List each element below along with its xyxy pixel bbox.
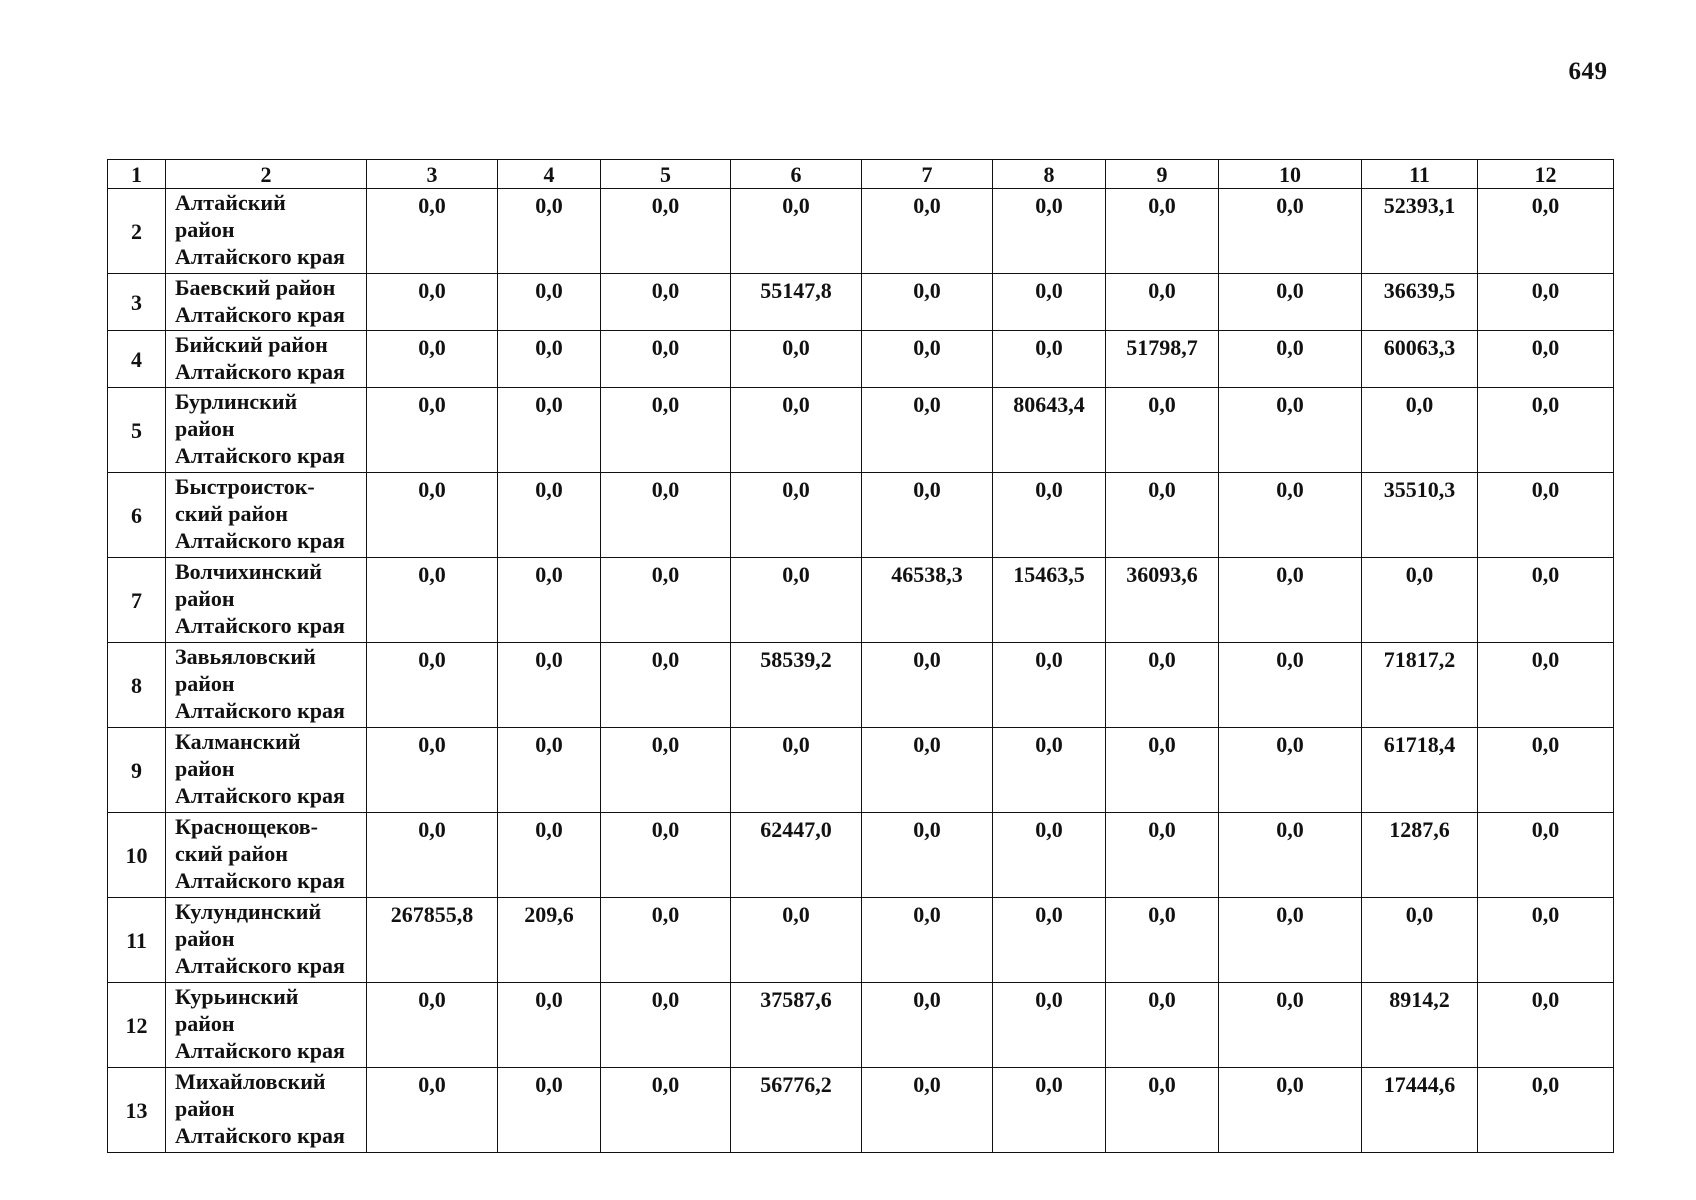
value-cell: 0,0 <box>862 1068 993 1153</box>
value-cell: 0,0 <box>367 728 498 813</box>
value-cell: 0,0 <box>601 558 731 643</box>
district-name-line: Алтайский <box>175 190 286 215</box>
value-cell: 0,0 <box>862 189 993 274</box>
district-name-line: Алтайского края <box>175 783 345 808</box>
value-cell: 0,0 <box>498 728 601 813</box>
district-name-line: Краснощеков- <box>175 814 319 839</box>
value-cell: 37587,6 <box>731 983 862 1068</box>
value-cell: 0,0 <box>862 274 993 331</box>
value-cell: 0,0 <box>1219 388 1362 473</box>
value-cell: 0,0 <box>993 898 1106 983</box>
district-name <box>166 643 367 728</box>
value-cell: 0,0 <box>601 813 731 898</box>
table-body <box>108 189 1614 1153</box>
value-cell: 52393,1 <box>1362 189 1478 274</box>
table-row <box>108 643 1614 728</box>
value-cell: 0,0 <box>1478 388 1614 473</box>
table-row <box>108 898 1614 983</box>
district-name <box>166 473 367 558</box>
value-cell: 0,0 <box>367 274 498 331</box>
district-name <box>166 728 367 813</box>
column-header: 9 <box>1106 160 1219 189</box>
value-cell: 0,0 <box>862 983 993 1068</box>
value-cell: 0,0 <box>498 388 601 473</box>
district-name-line: Волчихинский <box>175 559 322 584</box>
column-header: 6 <box>731 160 862 189</box>
value-cell: 0,0 <box>993 983 1106 1068</box>
value-cell: 0,0 <box>1219 274 1362 331</box>
value-cell: 0,0 <box>993 331 1106 388</box>
value-cell: 0,0 <box>1219 1068 1362 1153</box>
value-cell: 0,0 <box>1106 983 1219 1068</box>
value-cell: 0,0 <box>1478 983 1614 1068</box>
value-cell: 0,0 <box>862 643 993 728</box>
district-name-line: Калманский <box>175 729 301 754</box>
value-cell: 0,0 <box>1106 473 1219 558</box>
district-name-line: Бурлинский <box>175 389 298 414</box>
district-name-line: Алтайского края <box>175 698 345 723</box>
row-number: 6 <box>108 473 166 558</box>
district-name-line: район <box>175 756 235 781</box>
value-cell: 0,0 <box>993 1068 1106 1153</box>
value-cell: 55147,8 <box>731 274 862 331</box>
district-name-line: Алтайского края <box>175 613 345 638</box>
value-cell: 0,0 <box>1219 898 1362 983</box>
value-cell: 0,0 <box>1106 898 1219 983</box>
value-cell: 0,0 <box>1478 1068 1614 1153</box>
value-cell: 0,0 <box>498 1068 601 1153</box>
district-name-line: Михайловский <box>175 1069 326 1094</box>
value-cell: 46538,3 <box>862 558 993 643</box>
district-name-line: Алтайского края <box>175 868 345 893</box>
value-cell: 0,0 <box>1478 728 1614 813</box>
value-cell: 0,0 <box>993 643 1106 728</box>
district-name-line: Алтайского края <box>175 359 345 384</box>
district-name-line: Кулундинский <box>175 899 322 924</box>
value-cell: 0,0 <box>367 473 498 558</box>
value-cell: 0,0 <box>993 728 1106 813</box>
value-cell: 0,0 <box>498 813 601 898</box>
value-cell: 0,0 <box>1478 813 1614 898</box>
value-cell: 0,0 <box>1362 388 1478 473</box>
value-cell: 0,0 <box>862 388 993 473</box>
district-name <box>166 1068 367 1153</box>
value-cell: 61718,4 <box>1362 728 1478 813</box>
value-cell: 0,0 <box>498 558 601 643</box>
value-cell: 35510,3 <box>1362 473 1478 558</box>
district-name-line: Завьяловский <box>175 644 316 669</box>
district-name <box>166 331 367 388</box>
value-cell: 36093,6 <box>1106 558 1219 643</box>
row-number: 11 <box>108 898 166 983</box>
value-cell: 0,0 <box>862 728 993 813</box>
value-cell: 80643,4 <box>993 388 1106 473</box>
value-cell: 0,0 <box>731 473 862 558</box>
table-row <box>108 388 1614 473</box>
district-name-line: район <box>175 416 235 441</box>
value-cell: 60063,3 <box>1362 331 1478 388</box>
table-row <box>108 983 1614 1068</box>
value-cell: 0,0 <box>601 643 731 728</box>
value-cell: 0,0 <box>601 728 731 813</box>
table-row <box>108 473 1614 558</box>
value-cell: 0,0 <box>1106 388 1219 473</box>
value-cell: 17444,6 <box>1362 1068 1478 1153</box>
value-cell: 0,0 <box>862 898 993 983</box>
value-cell: 0,0 <box>731 331 862 388</box>
district-name-line: Баевский район <box>175 275 336 300</box>
row-number: 9 <box>108 728 166 813</box>
value-cell: 0,0 <box>601 898 731 983</box>
district-name-line: Алтайского края <box>175 443 345 468</box>
value-cell: 0,0 <box>601 983 731 1068</box>
district-name-line: Алтайского края <box>175 953 345 978</box>
table-row <box>108 728 1614 813</box>
value-cell: 0,0 <box>498 473 601 558</box>
district-name-line: Алтайского края <box>175 1123 345 1148</box>
column-header: 11 <box>1362 160 1478 189</box>
page-number: 649 <box>1568 58 1608 85</box>
value-cell: 0,0 <box>731 728 862 813</box>
value-cell: 0,0 <box>1362 558 1478 643</box>
row-number: 4 <box>108 331 166 388</box>
district-name-line: район <box>175 1011 235 1036</box>
value-cell: 0,0 <box>601 473 731 558</box>
value-cell: 0,0 <box>1478 898 1614 983</box>
row-number: 3 <box>108 274 166 331</box>
value-cell: 0,0 <box>862 473 993 558</box>
value-cell: 0,0 <box>1106 813 1219 898</box>
district-name <box>166 558 367 643</box>
district-name-line: район <box>175 671 235 696</box>
row-number: 10 <box>108 813 166 898</box>
value-cell: 62447,0 <box>731 813 862 898</box>
value-cell: 0,0 <box>1219 643 1362 728</box>
value-cell: 0,0 <box>993 473 1106 558</box>
value-cell: 0,0 <box>993 274 1106 331</box>
table-row <box>108 189 1614 274</box>
column-header: 7 <box>862 160 993 189</box>
column-header: 5 <box>601 160 731 189</box>
value-cell: 0,0 <box>498 189 601 274</box>
value-cell: 0,0 <box>862 813 993 898</box>
value-cell: 0,0 <box>1219 473 1362 558</box>
value-cell: 0,0 <box>601 388 731 473</box>
value-cell: 0,0 <box>1478 643 1614 728</box>
value-cell: 0,0 <box>1106 189 1219 274</box>
value-cell: 0,0 <box>1106 728 1219 813</box>
district-name <box>166 274 367 331</box>
row-number: 8 <box>108 643 166 728</box>
column-header: 1 <box>108 160 166 189</box>
value-cell: 36639,5 <box>1362 274 1478 331</box>
value-cell: 0,0 <box>367 558 498 643</box>
district-name-line: район <box>175 926 235 951</box>
value-cell: 0,0 <box>367 983 498 1068</box>
value-cell: 0,0 <box>1219 728 1362 813</box>
value-cell: 15463,5 <box>993 558 1106 643</box>
value-cell: 0,0 <box>367 189 498 274</box>
row-number: 7 <box>108 558 166 643</box>
row-number: 12 <box>108 983 166 1068</box>
district-name-line: Бийский район <box>175 332 328 357</box>
table-row <box>108 813 1614 898</box>
value-cell: 0,0 <box>367 388 498 473</box>
value-cell: 58539,2 <box>731 643 862 728</box>
district-name <box>166 388 367 473</box>
value-cell: 0,0 <box>1219 189 1362 274</box>
value-cell: 0,0 <box>731 898 862 983</box>
column-header: 4 <box>498 160 601 189</box>
value-cell: 71817,2 <box>1362 643 1478 728</box>
column-header: 8 <box>993 160 1106 189</box>
district-name <box>166 898 367 983</box>
value-cell: 56776,2 <box>731 1068 862 1153</box>
row-number: 13 <box>108 1068 166 1153</box>
district-name-line: Алтайского края <box>175 1038 345 1063</box>
value-cell: 0,0 <box>1478 473 1614 558</box>
value-cell: 0,0 <box>498 643 601 728</box>
column-header: 10 <box>1219 160 1362 189</box>
table-row <box>108 1068 1614 1153</box>
value-cell: 0,0 <box>1478 189 1614 274</box>
value-cell: 0,0 <box>601 331 731 388</box>
value-cell: 0,0 <box>731 189 862 274</box>
district-name-line: Алтайского края <box>175 528 345 553</box>
row-number: 5 <box>108 388 166 473</box>
value-cell: 0,0 <box>367 643 498 728</box>
district-name <box>166 189 367 274</box>
value-cell: 0,0 <box>1219 558 1362 643</box>
value-cell: 0,0 <box>1106 1068 1219 1153</box>
value-cell: 0,0 <box>367 331 498 388</box>
table-row <box>108 331 1614 388</box>
value-cell: 0,0 <box>498 331 601 388</box>
value-cell: 267855,8 <box>367 898 498 983</box>
value-cell: 0,0 <box>1219 813 1362 898</box>
value-cell: 0,0 <box>367 813 498 898</box>
district-name-line: ский район <box>175 841 288 866</box>
value-cell: 0,0 <box>601 189 731 274</box>
value-cell: 0,0 <box>731 388 862 473</box>
value-cell: 0,0 <box>993 813 1106 898</box>
value-cell: 0,0 <box>601 274 731 331</box>
row-number: 2 <box>108 189 166 274</box>
value-cell: 8914,2 <box>1362 983 1478 1068</box>
district-name <box>166 813 367 898</box>
value-cell: 0,0 <box>498 274 601 331</box>
value-cell: 209,6 <box>498 898 601 983</box>
value-cell: 0,0 <box>731 558 862 643</box>
value-cell: 0,0 <box>1106 274 1219 331</box>
value-cell: 0,0 <box>1106 643 1219 728</box>
district-name-line: район <box>175 1096 235 1121</box>
district-name-line: ский район <box>175 501 288 526</box>
column-header: 12 <box>1478 160 1614 189</box>
value-cell: 0,0 <box>601 1068 731 1153</box>
value-cell: 0,0 <box>862 331 993 388</box>
value-cell: 0,0 <box>1219 983 1362 1068</box>
header-row <box>108 160 1614 189</box>
value-cell: 1287,6 <box>1362 813 1478 898</box>
value-cell: 0,0 <box>498 983 601 1068</box>
district-name <box>166 983 367 1068</box>
district-name-line: Быстроисток- <box>175 474 315 499</box>
column-header: 3 <box>367 160 498 189</box>
value-cell: 0,0 <box>1478 274 1614 331</box>
value-cell: 0,0 <box>1362 898 1478 983</box>
value-cell: 0,0 <box>1478 558 1614 643</box>
district-name-line: Алтайского края <box>175 302 345 327</box>
data-table <box>107 159 1614 1153</box>
column-header: 2 <box>166 160 367 189</box>
district-name-line: Курьинский <box>175 984 299 1009</box>
value-cell: 51798,7 <box>1106 331 1219 388</box>
district-name-line: Алтайского края <box>175 244 345 269</box>
table-row <box>108 274 1614 331</box>
table-row <box>108 558 1614 643</box>
district-name-line: район <box>175 586 235 611</box>
value-cell: 0,0 <box>1478 331 1614 388</box>
district-name-line: район <box>175 217 235 242</box>
value-cell: 0,0 <box>993 189 1106 274</box>
value-cell: 0,0 <box>1219 331 1362 388</box>
value-cell: 0,0 <box>367 1068 498 1153</box>
